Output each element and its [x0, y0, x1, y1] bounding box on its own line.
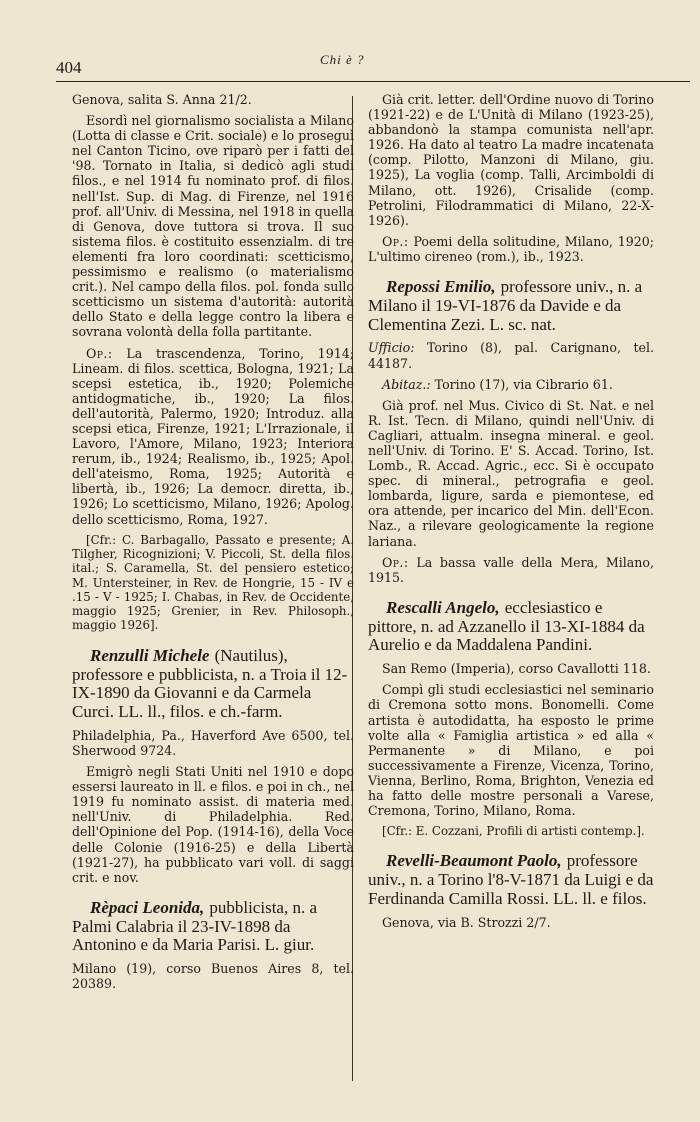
entry-name: Renzulli Michele	[90, 645, 210, 665]
entry-heading-rescalli	[368, 599, 654, 655]
running-head: Chi è ?	[320, 52, 365, 67]
entry-address: San Remo (Imperia), corso Cavallotti 118.	[382, 661, 651, 677]
works-label: Op.:	[382, 233, 409, 249]
entry-heading-revelli	[368, 852, 654, 908]
works-text: La bassa valle della Mera, Milano, 1915.	[368, 554, 654, 585]
references: [Cfr.: E. Cozzani, Profili di artisti contemp.].	[382, 824, 645, 839]
references: [Cfr.: C. Barbagallo, Passato e presente; A. Tilgher, Ricognizioni; V. Piccoli, St. della filos. ital.; S. Caramella, St. del pensiero estetico; M. Untersteiner, in Rev. de Hongrie, 15 - IV e .15 - V - 1925; I. Chabas, in Rev. de Occidente, maggio 1925; Grenier, in Rev. Philosoph., maggio 1926].	[72, 532, 354, 633]
office-label: Ufficio:	[368, 340, 415, 356]
works-text: La trascendenza, Torino, 1914; Lineam. di filos. scettica, Bologna, 1921; La scepsi estetica, ib., 1920; Polemiche antidogmatiche, ib., 1920; La filos. dell'autorità, Palermo, 1920; Introduz. alla scepsi etica, Firenze, 1921; L'Irrazionale, il Lavoro, l'Amore, Milano, 1923; Interiora rerum, ib., 1924; Realismo, ib., 1925; Apol. dell'ateismo, Roma, 1925; Autorità e libertà, ib., 1926; La democr. diretta, ib., 1926; Lo scetticismo, Milano, 1926; Apolog. dello scetticismo, Roma, 1927.	[72, 345, 354, 527]
entry-home	[368, 377, 654, 392]
entry-office	[368, 340, 654, 370]
home-text: Torino (17), via Cibrario 61.	[434, 376, 613, 392]
biography-paragraph: Già crit. letter. dell'Ordine nuovo di Torino (1921-22) e de L'Unità di Milano (1923-25), abbandonò la stampa comunista nell'apr. 1926. Ha dato al teatro La madre incatenata (comp. Pilotto, Manzoni di Milano, giu. 1925), La voglia (comp. Talli, Arcimboldi di Milano, ott. 1926), Crisalide (comp. Petrolini, Filodrammatici di Milano, 22-X-1926).	[368, 92, 654, 228]
entry-name: Rescalli Angelo,	[386, 597, 500, 617]
biography-paragraph: Esordì nel giornalismo socialista a Milano (Lotta di classe e Crit. sociale) e lo proseguì nel Canton Ticino, ove riparò per i fatti del '98. Tornato in Italia, si dedicò agli studi filos., e nel 1914 fu nominato prof. di filos. nell'Ist. Sup. di Mag. di Firenze, nel 1916 prof. all'Univ. di Messina, nel 1918 in quella di Genova, dove tuttora si trova. Il suo sistema filos. è costituito essenzialm. di tre elementi fra loro coordinati: scetticismo, pessimismo e realismo (o materialismo crit.). Nel campo della filos. pol. fonda sullo scetticismo un sistema d'autorità: autorità dello Stato e della legge contro la libera e sovrana volontà della folla partitante.	[72, 113, 354, 340]
entry-description: professore univ., n. a Torino l'8-V-1871 da Luigi e da Ferdinanda Camilla Rossi. LL. ll. e filos.	[368, 851, 654, 909]
works-text: Poemi della solitudine, Milano, 1920; L'ultimo cireneo (rom.), ib., 1923.	[368, 233, 654, 264]
right-column	[368, 92, 654, 936]
entry-heading-renzulli	[72, 647, 354, 722]
entry-biography: Già prof. nel Mus. Civico di St. Nat. e nel R. Ist. Tecn. di Milano, quindi nell'Univ. di Cagliari, attualm. insegna mineral. e geol. nell'Univ. di Torino. E' S. Accad. Torino, Ist. Lomb., R. Accad. Agric., ecc. Si è occupato spec. di mineral., petrografia e geol. lombarda, ligure, sarda e piemontese, ed ora attende, per incarico del Min. dell'Econ. Naz., a rilevare geologicamente la regione lariana.	[368, 397, 654, 549]
header-rule	[56, 81, 690, 82]
page-number: 404	[56, 58, 82, 77]
entry-address: Philadelphia, Pa., Haverford Ave 6500, tel. Sherwood 9724.	[72, 727, 354, 758]
works-list	[72, 346, 354, 527]
works-label: Op.:	[86, 345, 113, 361]
entry-heading-repossi	[368, 278, 654, 334]
address-line: Genova, salita S. Anna 21/2.	[72, 92, 252, 107]
left-column	[72, 92, 354, 997]
entry-biography: Emigrò negli Stati Uniti nel 1910 e dopo essersi laureato in ll. e filos. e poi in ch., nel 1919 fu nominato assist. di materia med. nell'Univ. di Philadelphia. Red. dell'Opinione del Pop. (1914-16), della Voce delle Colonie (1916-25) e della Libertà (1921-27), ha pubblicato vari voll. di saggi crit. e nov.	[72, 764, 354, 885]
works-list	[368, 555, 654, 585]
works-list	[368, 234, 654, 264]
office-text: Torino (8), pal. Carignano, tel. 44187.	[368, 340, 654, 371]
works-label: Op.:	[382, 554, 409, 570]
entry-address: Milano (19), corso Buenos Aires 8, tel. 20389.	[72, 961, 354, 992]
entry-address: Genova, via B. Strozzi 2/7.	[382, 914, 551, 930]
entry-name: Revelli-Beaumont Paolo,	[386, 851, 562, 871]
entry-description: pubblicista, n. a Palmi Calabria il 23-IV-1898 da Antonino e da Maria Parisi. L. giur.	[72, 897, 318, 955]
entry-biography: Compì gli studi ecclesiastici nel seminario di Cremona sotto mons. Bonomelli. Come artista è autodidatta, ha esposto le prime volte alla « Famiglia artistica » ed alla « Permanente » di Milano, e poi successivamente a Firenze, Vicenza, Torino, Vienna, Berlino, Roma, Brighton, Venezia ed ha fatto delle mostre personali a Varese, Cremona, Torino, Milano, Roma.	[368, 682, 654, 819]
entry-description: professore univ., n. a Milano il 19-VI-1876 da Davide e da Clementina Zezi. L. sc. nat.	[368, 277, 643, 334]
entry-heading-repaci	[72, 899, 354, 955]
entry-name: Rèpaci Leonida,	[90, 897, 205, 917]
home-label: Abitaz.:	[382, 376, 431, 392]
entry-description: (Nautilus), professore e pubblicista, n. a Troia il 12-IX-1890 da Giovanni e da Carmela Curci. LL. ll., filos. e ch.-farm.	[72, 645, 348, 722]
entry-description: ecclesiastico e pittore, n. ad Azzanello il 13-XI-1884 da Aurelio e da Maddalena Pandini.	[368, 597, 645, 655]
entry-name: Repossi Emilio,	[386, 277, 496, 297]
